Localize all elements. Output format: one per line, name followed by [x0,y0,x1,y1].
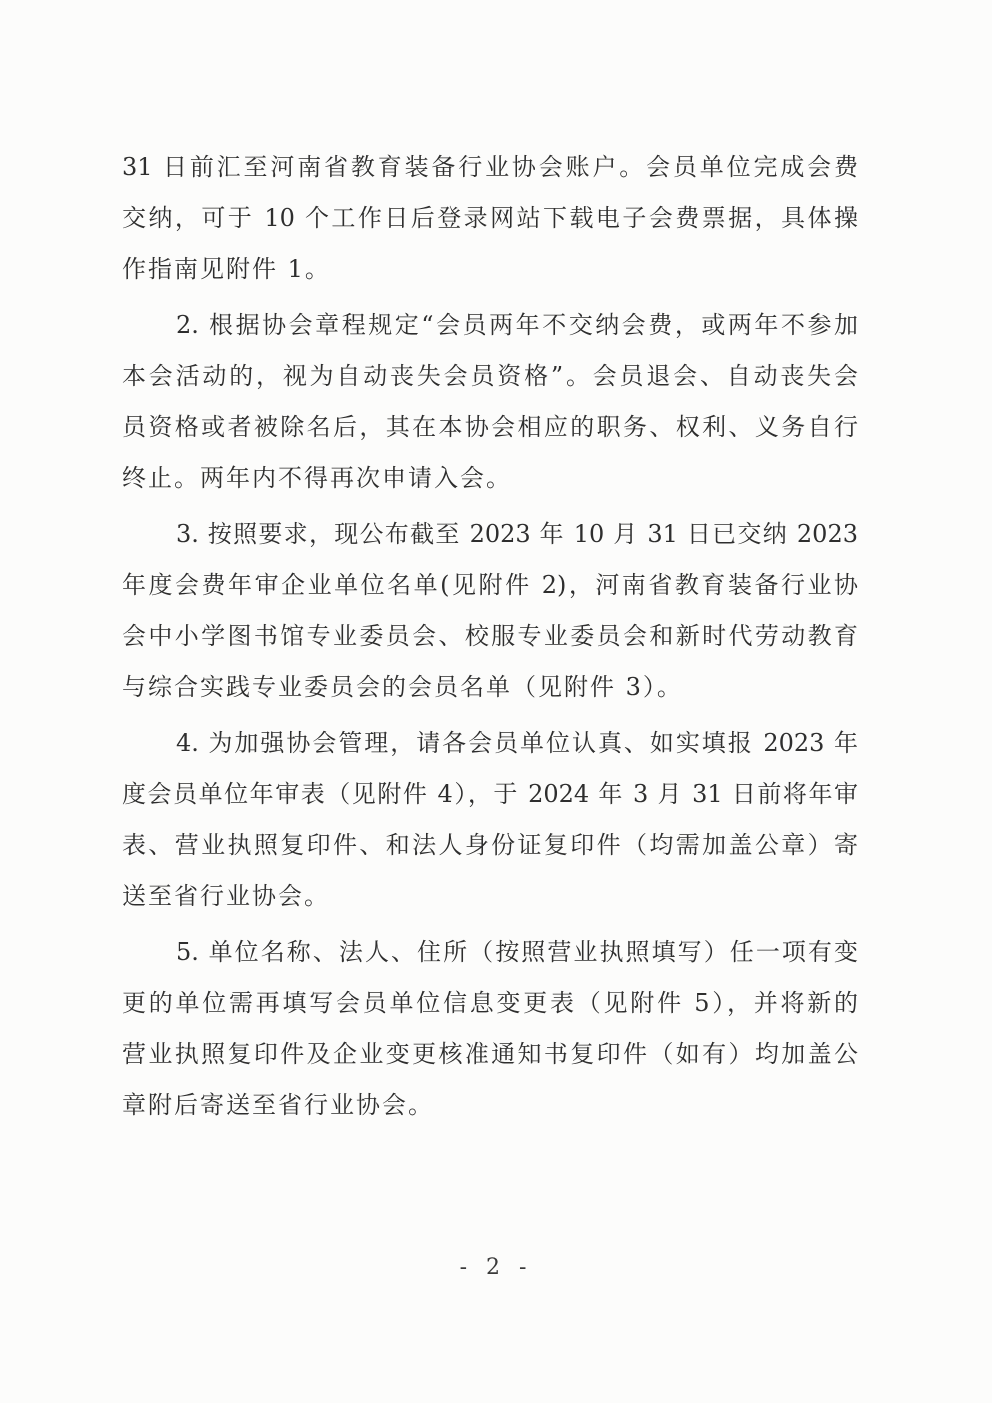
paragraph-line: 2. 根据协会章程规定“会员两年不交纳会费，或两年不参加 [176,311,858,339]
paragraph-line: 员资格或者被除名后，其在本协会相应的职务、权利、义务自行 [122,413,858,441]
paragraph-line: 送至省行业协会。 [122,882,330,910]
document-body [122,142,858,1136]
paragraph-line: 5. 单位名称、法人、住所（按照营业执照填写）任一项有变 [176,938,858,966]
paragraph-line: 表、营业执照复印件、和法人身份证复印件（均需加盖公章）寄 [122,831,858,859]
paragraph-line: 营业执照复印件及企业变更核准通知书复印件（如有）均加盖公 [122,1040,858,1068]
paragraph-line: 交纳，可于 10 个工作日后登录网站下载电子会费票据，具体操 [122,204,858,232]
paragraph-item-3 [122,509,858,713]
paragraph-line: 年度会费年审企业单位名单(见附件 2)，河南省教育装备行业协 [122,571,858,599]
paragraph-line: 会中小学图书馆专业委员会、校服专业委员会和新时代劳动教育 [122,622,858,650]
paragraph-line: 终止。两年内不得再次申请入会。 [122,464,512,492]
page-number: - 2 - [459,1255,533,1280]
paragraph-item-4 [122,718,858,922]
paragraph-line: 本会活动的，视为自动丧失会员资格”。会员退会、自动丧失会 [122,362,858,390]
paragraph-line: 31 日前汇至河南省教育装备行业协会账户。会员单位完成会费 [122,153,858,181]
paragraph-item-2 [122,300,858,504]
paragraph-line: 更的单位需再填写会员单位信息变更表（见附件 5），并将新的 [122,989,858,1017]
paragraph-line: 与综合实践专业委员会的会员名单（见附件 3）。 [122,673,683,701]
paragraph-line: 章附后寄送至省行业协会。 [122,1091,434,1119]
paragraph-line: 4. 为加强协会管理，请各会员单位认真、如实填报 2023 年 [176,729,858,757]
paragraph-line: 作指南见附件 1。 [122,255,331,283]
paragraph-continuation [122,142,858,295]
paragraph-line: 3. 按照要求，现公布截至 2023 年 10 月 31 日已交纳 2023 [176,520,858,548]
paragraph-item-5 [122,927,858,1131]
paragraph-line: 度会员单位年审表（见附件 4），于 2024 年 3 月 31 日前将年审 [122,780,858,808]
